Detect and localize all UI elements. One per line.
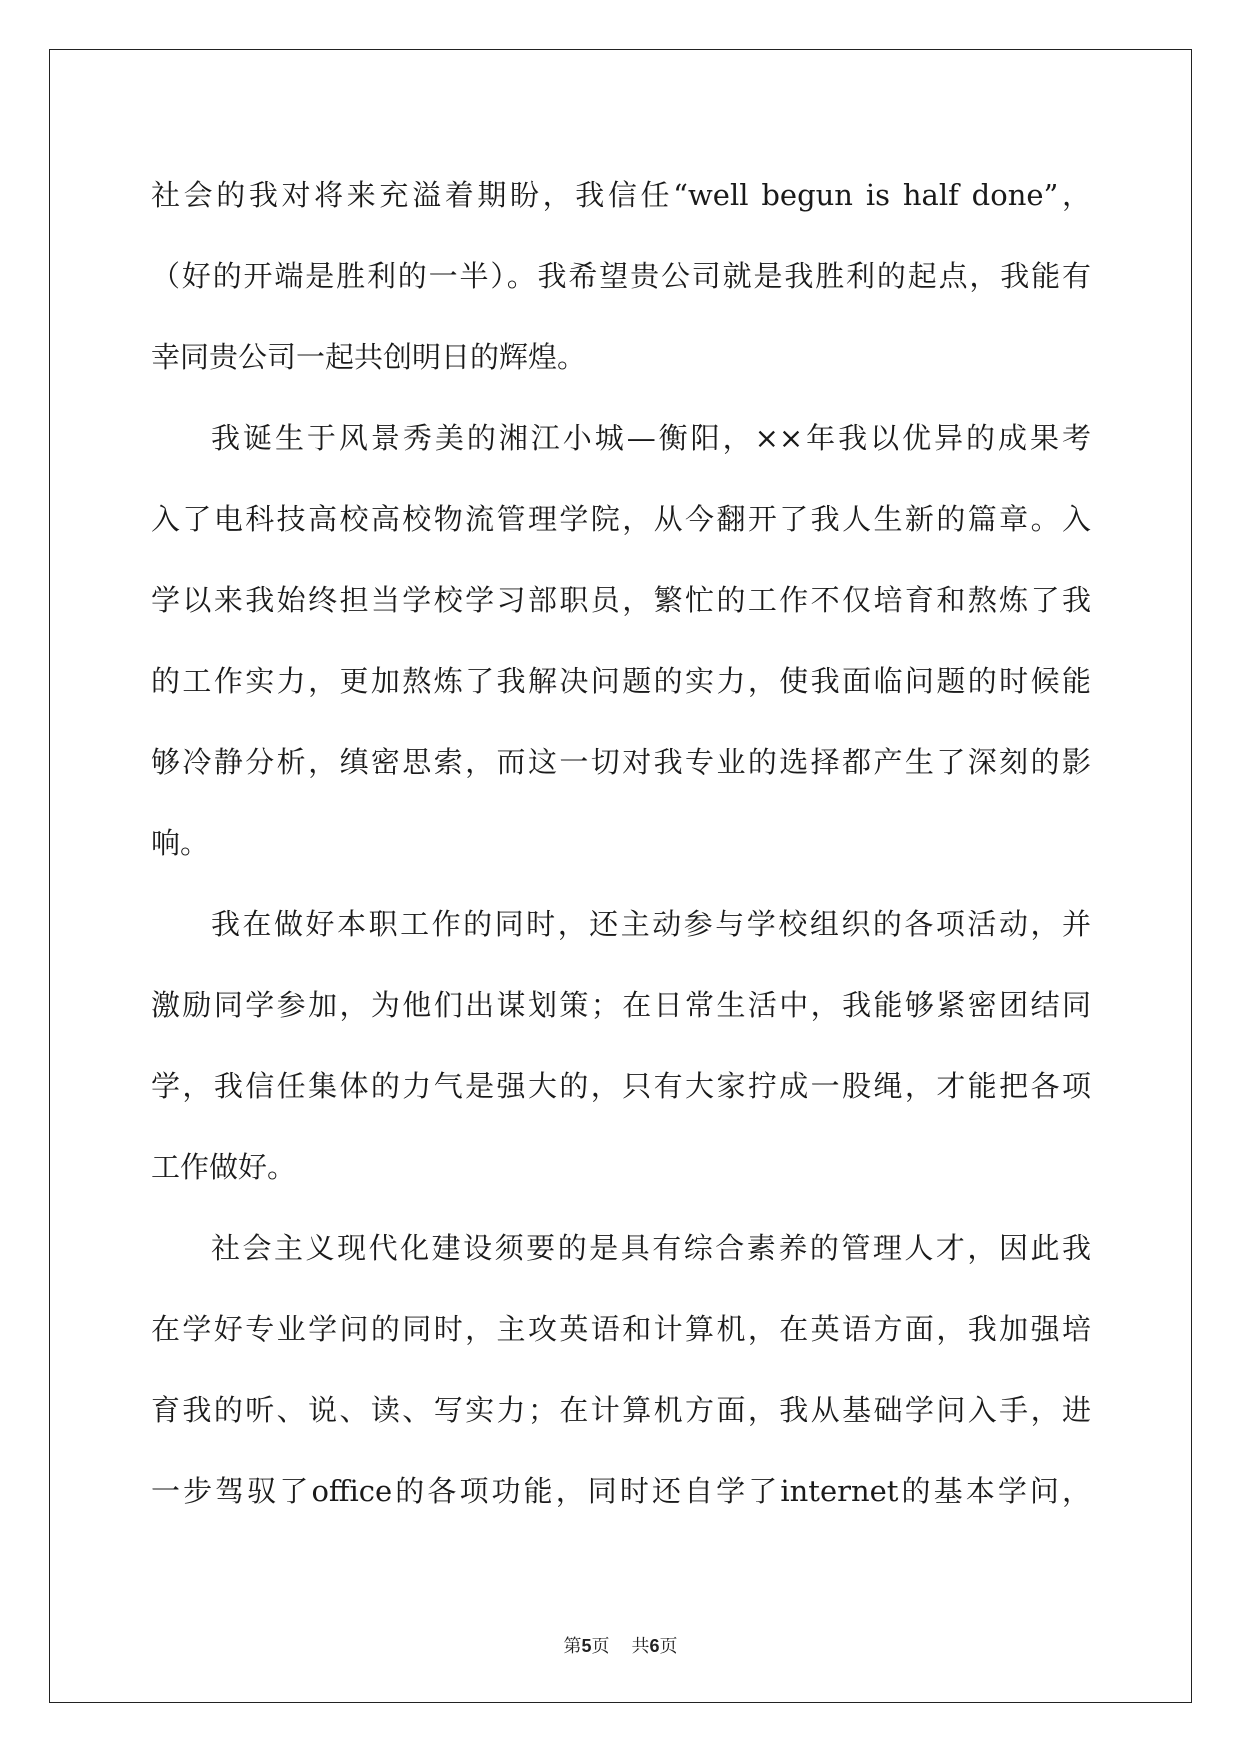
text-line: 在学好专业学问的同时，主攻英语和计算机，在英语方面，我加强培 xyxy=(151,1312,1091,1346)
text-line: 社会主义现代化建设须要的是具有综合素养的管理人才，因此我 xyxy=(211,1231,1091,1265)
text-line: 入了电科技高校高校物流管理学院，从今翻开了我人生新的篇章。入 xyxy=(151,502,1091,536)
page-suffix: 页 xyxy=(591,1636,610,1657)
text-line: 学，我信任集体的力气是强大的，只有大家拧成一股绳，才能把各项 xyxy=(151,1069,1091,1103)
current-page-number: 5 xyxy=(581,1636,592,1656)
page-prefix: 第 xyxy=(563,1636,582,1657)
text-line: 激励同学参加，为他们出谋划策；在日常生活中，我能够紧密团结同 xyxy=(151,988,1091,1022)
page-footer xyxy=(0,1632,1241,1658)
total-suffix: 页 xyxy=(659,1636,678,1657)
text-line: 的工作实力，更加熬炼了我解决问题的实力，使我面临问题的时候能 xyxy=(151,664,1091,698)
text-line: （好的开端是胜利的一半）。我希望贵公司就是我胜利的起点，我能有 xyxy=(151,259,1091,293)
text-line: 学以来我始终担当学校学习部职员，繁忙的工作不仅培育和熬炼了我 xyxy=(151,583,1091,617)
text-line: 响。 xyxy=(151,826,210,860)
text-line: 够冷静分析，缜密思索，而这一切对我专业的选择都产生了深刻的影 xyxy=(151,745,1091,779)
text-line: 一步驾驭了office的各项功能，同时还自学了internet的基本学问， xyxy=(151,1474,1091,1508)
text-line: 我在做好本职工作的同时，还主动参与学校组织的各项活动，并 xyxy=(211,907,1091,941)
total-page-number: 6 xyxy=(649,1636,660,1656)
document-body xyxy=(151,155,1091,1532)
text-line: 我诞生于风景秀美的湘江小城—衡阳，××年我以优异的成果考 xyxy=(211,421,1091,455)
text-line: 幸同贵公司一起共创明日的辉煌。 xyxy=(151,340,587,374)
text-line: 育我的听、说、读、写实力；在计算机方面，我从基础学问入手，进 xyxy=(151,1393,1091,1427)
text-line: 工作做好。 xyxy=(151,1150,297,1184)
text-line: 社会的我对将来充溢着期盼，我信任“well begun is half done”， xyxy=(151,178,1091,212)
total-prefix: 共 xyxy=(631,1636,650,1657)
